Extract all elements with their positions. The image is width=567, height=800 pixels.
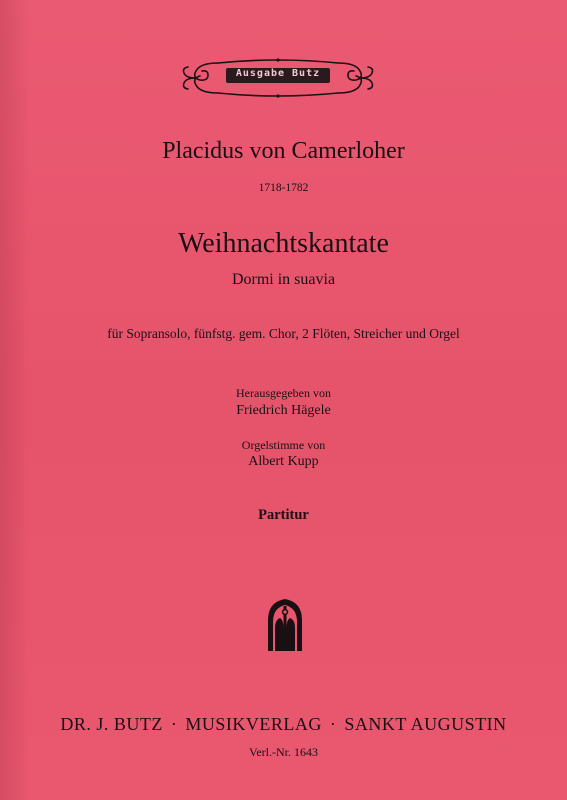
publisher-name: DR. J. BUTZ [60,714,163,734]
work-title: Weihnachtskantate [178,228,389,259]
organ-part-editor: Albert Kupp [248,454,319,469]
separator-dot: · [329,714,337,734]
gothic-window-emblem-icon [265,598,305,652]
publisher-type: MUSIKVERLAG [185,714,322,734]
separator-dot: · [170,714,178,734]
editor-name: Friedrich Hägele [236,403,331,418]
composer-years: 1718-1782 [258,182,309,194]
organ-part-label: Orgelstimme von [241,438,326,452]
edited-by-label: Herausgegeben von [236,386,331,400]
ornamental-cartouche-icon [178,53,378,103]
publisher-line [0,714,567,735]
score-type: Partitur [258,507,309,523]
composer-name: Placidus von Camerloher [162,138,405,164]
catalog-number: Verl.-Nr. 1643 [249,745,318,759]
work-subtitle: Dormi in suavia [231,271,336,288]
work-scoring: für Sopransolo, fünfstg. gem. Chor, 2 Flöten, Streicher und Orgel [107,326,460,341]
publisher-city: SANKT AUGUSTIN [344,714,507,734]
logo-text: Ausgabe Butz [235,68,321,79]
